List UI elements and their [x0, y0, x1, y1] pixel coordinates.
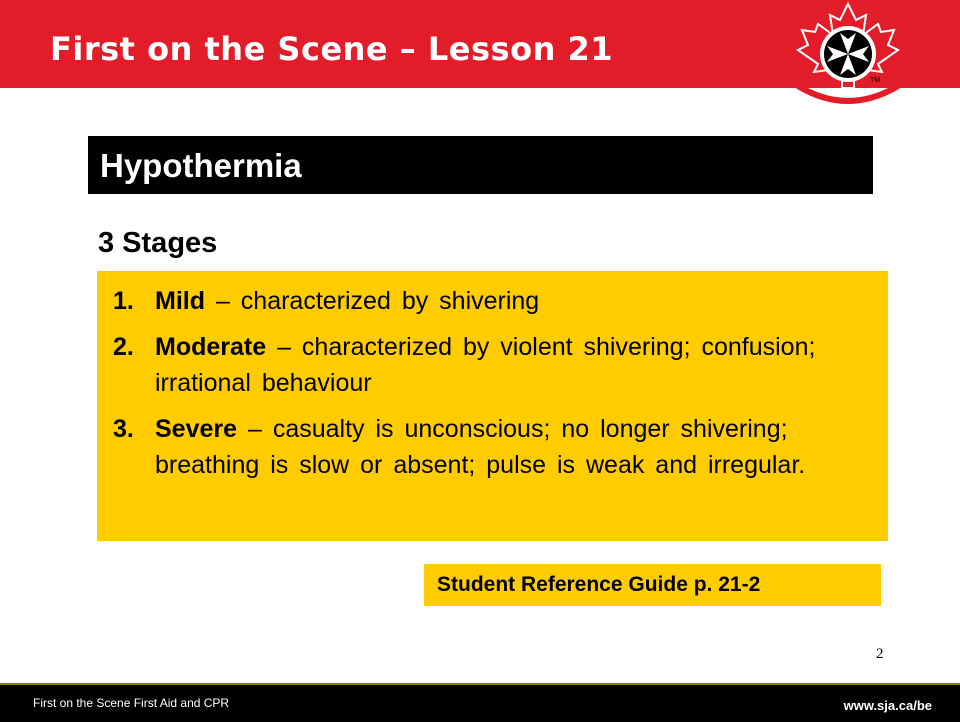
stage-name: Moderate [155, 333, 267, 361]
maple-leaf-maltese-cross-logo-icon [778, 0, 918, 108]
stage-description: – characterized by shivering [205, 287, 540, 315]
stage-description: – casualty is unconscious; no longer shivering; breathing is slow or absent; pulse is weak and irregular. [155, 415, 806, 479]
trademark-mark: TM [870, 77, 881, 84]
page-number: 2 [876, 646, 884, 662]
stage-item-mild [113, 283, 873, 319]
stage-description: – characterized by violent shivering; confusion; irrational behaviour [155, 333, 816, 397]
stage-number: 1. [113, 287, 134, 315]
footer-band [0, 683, 960, 722]
section-title-bar [88, 136, 873, 194]
stage-name: Severe [155, 415, 238, 443]
footer-website-link[interactable]: www.sja.ca/be [843, 698, 932, 713]
slide-title: First on the Scene – Lesson 21 [50, 30, 614, 68]
stage-number: 3. [113, 415, 134, 443]
reference-box [424, 564, 881, 606]
stage-list [113, 283, 873, 483]
reference-label: Student Reference Guide p. 21-2 [437, 573, 761, 596]
stages-box [97, 271, 888, 541]
stage-item-severe [113, 411, 873, 483]
stage-number: 2. [113, 333, 134, 361]
stage-name: Mild [155, 287, 205, 315]
section-title: Hypothermia [100, 147, 302, 184]
footer-course-name: First on the Scene First Aid and CPR [33, 696, 230, 710]
stages-heading: 3 Stages [98, 227, 218, 259]
stage-item-moderate [113, 329, 873, 401]
